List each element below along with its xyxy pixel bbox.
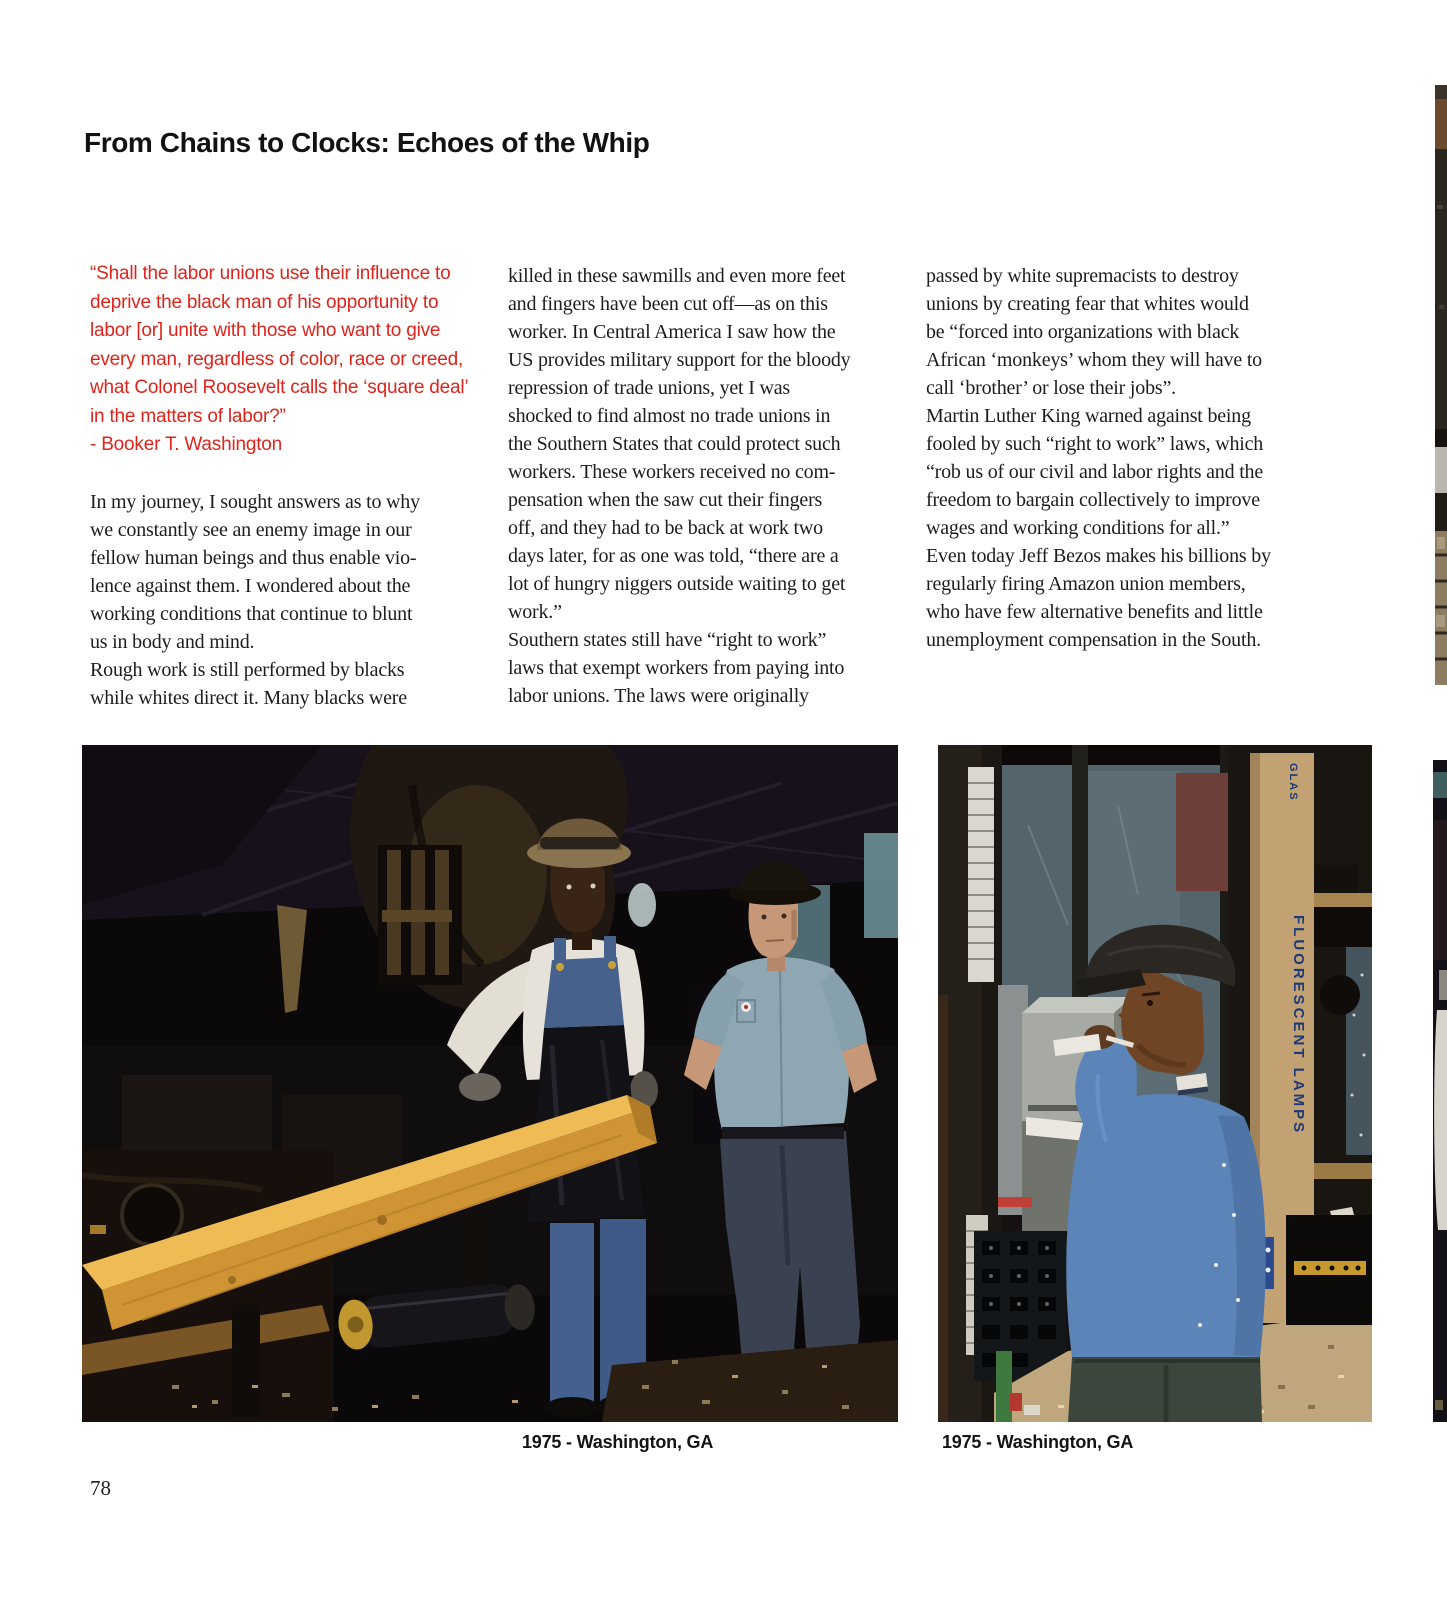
- box-label-text: FLUORESCENT LAMPS: [1290, 915, 1307, 1136]
- text-line: work.”: [508, 601, 562, 623]
- text-line: fooled by such “right to work” laws, which: [926, 433, 1264, 455]
- photo-caption-1: 1975 - Washington, GA: [522, 1432, 714, 1452]
- text-line: - Booker T. Washington: [90, 434, 283, 455]
- text-line: passed by white supremacists to destroy: [926, 265, 1239, 287]
- text-line: off, and they had to be back at work two: [508, 517, 823, 539]
- text-line: days later, for as one was told, “there are a: [508, 545, 839, 567]
- text-line: pensation when the saw cut their fingers: [508, 489, 823, 511]
- text-line: call ‘brother’ or lose their jobs”.: [926, 377, 1176, 399]
- time-clock-photo-illustration: [938, 745, 1372, 1422]
- photo-sawmill-workers: [82, 745, 898, 1422]
- text-line: In my journey, I sought answers as to why: [90, 491, 420, 513]
- text-line: African ‘monkeys’ whom they will have to: [926, 349, 1262, 371]
- text-line: Southern states still have “right to work”: [508, 629, 827, 651]
- text-line: “Shall the labor unions use their influence to: [90, 263, 451, 284]
- text-line: repression of trade unions, yet I was: [508, 377, 790, 399]
- text-line: working conditions that continue to blunt: [90, 603, 413, 625]
- photo-caption-2: 1975 - Washington, GA: [942, 1432, 1134, 1452]
- text-line: lot of hungry niggers outside waiting to get: [508, 573, 846, 595]
- pull-quote: [90, 260, 490, 460]
- text-line: deprive the black man of his opportunity to: [90, 291, 439, 313]
- text-line: Martin Luther King warned against being: [926, 405, 1251, 427]
- text-line: laws that exempt workers from paying into: [508, 657, 845, 679]
- page-title: From Chains to Clocks: Echoes of the Whip: [84, 126, 650, 158]
- text-line: worker. In Central America I saw how the: [508, 321, 836, 343]
- sawmill-photo-illustration: [82, 745, 898, 1422]
- text-line: US provides military support for the bloody: [508, 349, 851, 371]
- text-line: shocked to find almost no trade unions in: [508, 405, 831, 427]
- article-column-1: [90, 488, 500, 712]
- text-line: us in body and mind.: [90, 631, 255, 653]
- text-line: labor unions. The laws were originally: [508, 685, 809, 707]
- text-line: what Colonel Roosevelt calls the ‘square deal’: [90, 377, 469, 398]
- text-line: workers. These workers received no com-: [508, 461, 836, 483]
- photo-edge-strip-top: [1435, 85, 1447, 685]
- text-line: unemployment compensation in the South.: [926, 629, 1261, 651]
- text-line: labor [or] unite with those who want to give: [90, 320, 441, 341]
- article-column-3: [926, 262, 1336, 654]
- text-line: wages and working conditions for all.”: [926, 517, 1230, 539]
- text-line: we constantly see an enemy image in our: [90, 519, 412, 541]
- text-line: in the matters of labor?”: [90, 405, 286, 427]
- text-line: and fingers have been cut off—as on this: [508, 293, 828, 315]
- text-line: killed in these sawmills and even more feet: [508, 265, 846, 287]
- text-line: unions by creating fear that whites would: [926, 293, 1249, 315]
- text-line: the Southern States that could protect such: [508, 433, 841, 455]
- text-line: be “forced into organizations with black: [926, 321, 1240, 343]
- text-line: Even today Jeff Bezos makes his billions by: [926, 545, 1271, 567]
- page-number: 78: [90, 1476, 111, 1500]
- text-line: Rough work is still performed by blacks: [90, 659, 405, 681]
- photo-time-clock: [938, 745, 1372, 1422]
- article-column-2: [508, 262, 918, 710]
- text-line: every man, regardless of color, race or creed,: [90, 348, 464, 370]
- text-line: fellow human beings and thus enable vio-: [90, 547, 417, 569]
- text-line: who have few alternative benefits and little: [926, 601, 1263, 623]
- text-line: while whites direct it. Many blacks were: [90, 687, 407, 709]
- text-line: lence against them. I wondered about the: [90, 575, 411, 597]
- text-line: freedom to bargain collectively to improve: [926, 489, 1260, 511]
- text-line: “rob us of our civil and labor rights and the: [926, 461, 1264, 483]
- box-label-top-text: GLAS: [1287, 763, 1299, 802]
- photo-edge-strip-bottom: [1433, 760, 1447, 1422]
- text-line: regularly firing Amazon union members,: [926, 573, 1246, 595]
